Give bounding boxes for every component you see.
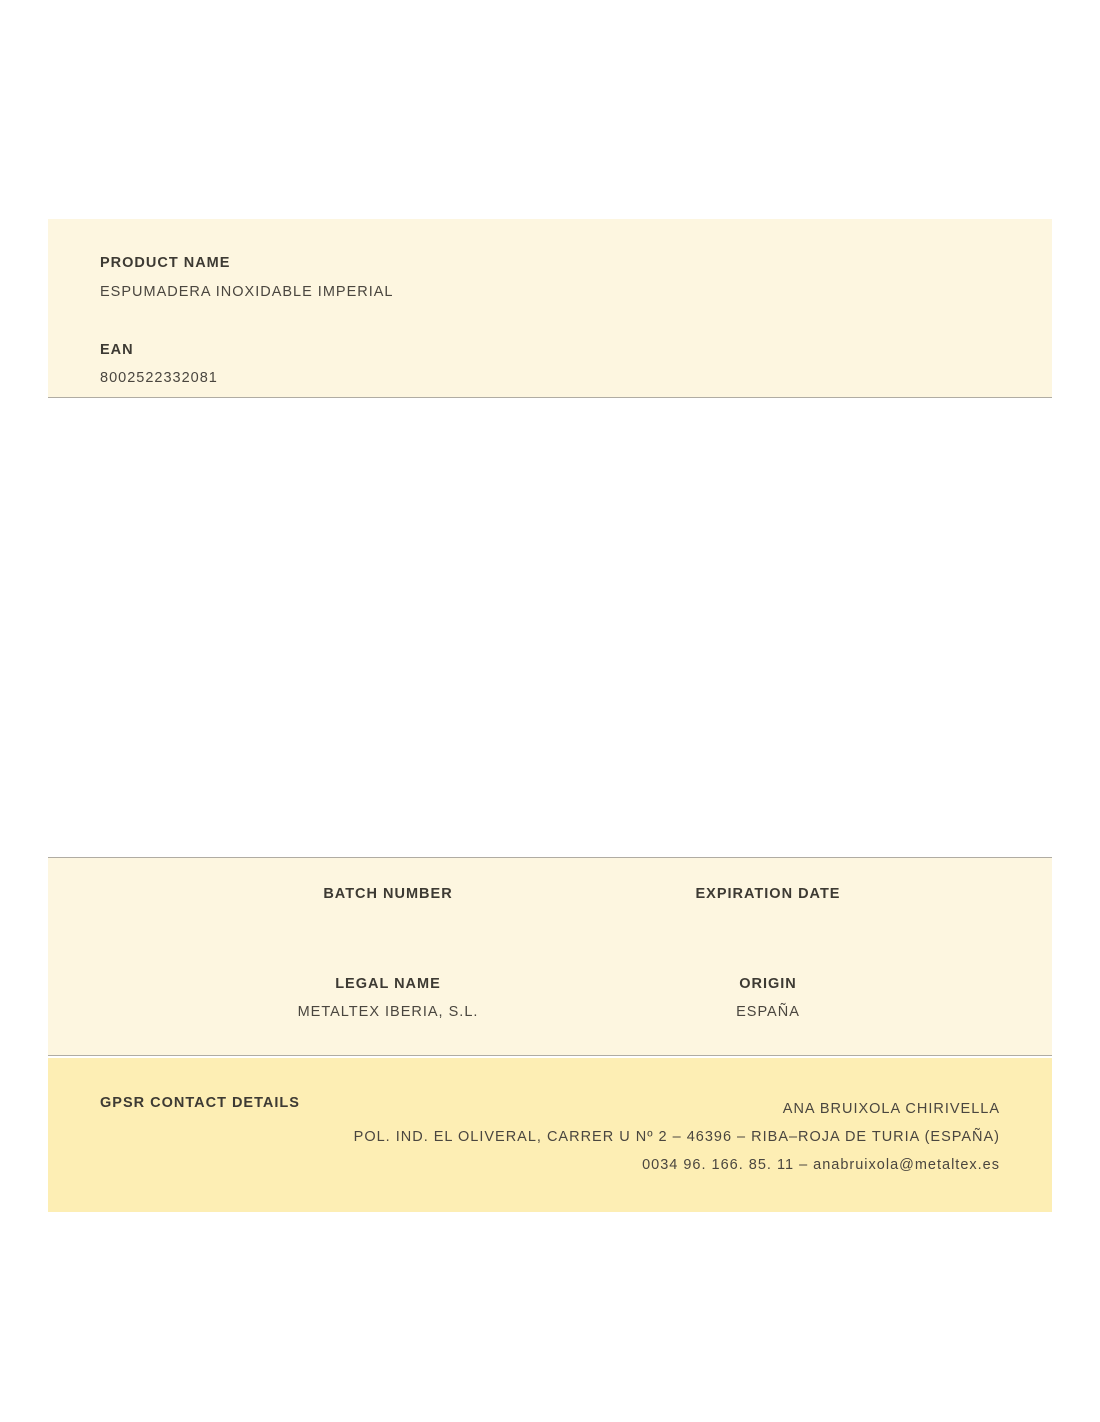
product-details-block <box>48 857 1052 1056</box>
batch-number-label: BATCH NUMBER <box>323 886 453 902</box>
legal-name-value: METALTEX IBERIA, S.L. <box>297 1004 479 1020</box>
gpsr-contact-address: POL. IND. EL OLIVERAL, CARRER U Nº 2 – 46396 – RIBA–ROJA DE TURIA (ESPAÑA) <box>353 1129 1000 1145</box>
expiration-date-cell <box>608 886 928 931</box>
gpsr-contact-label: GPSR CONTACT DETAILS <box>100 1095 300 1111</box>
origin-value: ESPAÑA <box>736 1004 800 1020</box>
legal-name-cell <box>228 976 548 1021</box>
gpsr-contact-block <box>48 1058 1052 1212</box>
product-identification-block <box>48 219 1052 398</box>
gpsr-contact-lines <box>354 1095 1000 1179</box>
expiration-date-label: EXPIRATION DATE <box>695 886 841 902</box>
product-name-label: PRODUCT NAME <box>100 255 231 271</box>
ean-label: EAN <box>100 342 134 358</box>
batch-number-cell <box>228 886 548 931</box>
product-details-grid <box>48 858 1052 1055</box>
product-identification-inner <box>48 219 1052 386</box>
batch-number-value <box>228 914 548 931</box>
legal-name-label: LEGAL NAME <box>335 976 441 992</box>
expiration-date-value <box>608 914 928 931</box>
ean-value: 8002522332081 <box>100 370 218 386</box>
origin-cell <box>608 976 928 1021</box>
gpsr-contact-phone-email: 0034 96. 166. 85. 11 – anabruixola@metaltex.es <box>642 1157 1000 1173</box>
origin-label: ORIGIN <box>739 976 797 992</box>
gpsr-contact-name: ANA BRUIXOLA CHIRIVELLA <box>782 1101 1000 1117</box>
product-name-value: ESPUMADERA INOXIDABLE IMPERIAL <box>100 284 394 300</box>
